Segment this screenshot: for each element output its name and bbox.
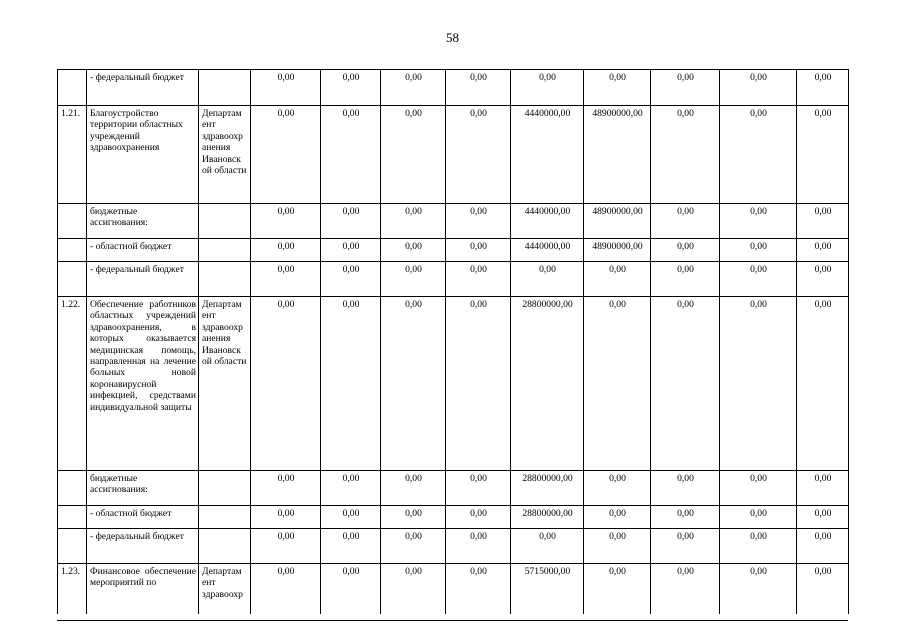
table-row [58,262,849,297]
value-cell: 0,00 [797,564,849,614]
value-cell: 0,00 [720,70,797,106]
value-cell: 0,00 [584,471,651,506]
value-cell: 0,00 [797,262,849,297]
value-cell: 0,00 [321,70,381,106]
value-cell: 0,00 [381,70,446,106]
value-cell: 0,00 [446,239,511,262]
value-cell: 0,00 [381,529,446,564]
value-cell: 0,00 [797,529,849,564]
table-bottom-edge [57,620,848,621]
value-cell: 0,00 [720,529,797,564]
value-cell: 0,00 [381,297,446,471]
row-department [199,262,251,297]
budget-table [57,69,849,614]
value-cell: 0,00 [797,239,849,262]
table-row [58,529,849,564]
value-cell: 0,00 [651,506,720,529]
value-cell: 0,00 [251,204,321,239]
value-cell: 0,00 [381,564,446,614]
table-row [58,506,849,529]
value-cell: 48900000,00 [584,204,651,239]
table-row [58,70,849,106]
row-name: Финансовое обеспечение мероприятий по [87,564,199,614]
value-cell: 0,00 [446,506,511,529]
value-cell: 0,00 [720,506,797,529]
value-cell: 0,00 [381,204,446,239]
value-cell: 0,00 [446,204,511,239]
value-cell: 0,00 [797,70,849,106]
value-cell: 0,00 [321,262,381,297]
value-cell: 28800000,00 [511,506,584,529]
row-department: Департам ент здравоохр [199,564,251,614]
value-cell: 0,00 [251,564,321,614]
value-cell: 0,00 [446,529,511,564]
value-cell: 0,00 [651,564,720,614]
row-department [199,471,251,506]
value-cell: 0,00 [321,239,381,262]
value-cell: 0,00 [651,262,720,297]
row-index [58,471,87,506]
value-cell: 0,00 [720,262,797,297]
value-cell: 0,00 [584,529,651,564]
value-cell: 0,00 [251,70,321,106]
value-cell: 0,00 [511,262,584,297]
value-cell: 0,00 [720,204,797,239]
table-row [58,564,849,614]
value-cell: 0,00 [584,506,651,529]
value-cell: 0,00 [251,471,321,506]
value-cell: 28800000,00 [511,297,584,471]
value-cell: 0,00 [584,564,651,614]
value-cell: 0,00 [446,471,511,506]
value-cell: 0,00 [511,529,584,564]
value-cell: 0,00 [381,471,446,506]
value-cell: 0,00 [446,262,511,297]
value-cell: 0,00 [720,297,797,471]
value-cell: 0,00 [651,70,720,106]
value-cell: 0,00 [251,239,321,262]
value-cell: 0,00 [251,297,321,471]
value-cell: 0,00 [251,262,321,297]
value-cell: 0,00 [797,471,849,506]
value-cell: 0,00 [446,564,511,614]
value-cell: 0,00 [651,204,720,239]
value-cell: 0,00 [720,564,797,614]
value-cell: 0,00 [797,106,849,204]
row-name: - федеральный бюджет [87,529,199,564]
value-cell: 0,00 [321,204,381,239]
value-cell: 0,00 [381,239,446,262]
value-cell: 28800000,00 [511,471,584,506]
value-cell: 0,00 [651,529,720,564]
value-cell: 48900000,00 [584,106,651,204]
value-cell: 0,00 [446,106,511,204]
value-cell: 0,00 [584,70,651,106]
row-index [58,506,87,529]
value-cell: 0,00 [321,106,381,204]
value-cell: 0,00 [381,262,446,297]
value-cell: 0,00 [797,506,849,529]
row-index [58,204,87,239]
value-cell: 0,00 [651,297,720,471]
row-department: Департам ент здравоохр анения Ивановск ой области [199,106,251,204]
value-cell: 0,00 [720,239,797,262]
value-cell: 0,00 [321,529,381,564]
row-department [199,529,251,564]
value-cell: 0,00 [797,297,849,471]
value-cell: 0,00 [511,70,584,106]
table-row [58,297,849,471]
row-name: - областной бюджет [87,506,199,529]
value-cell: 0,00 [381,506,446,529]
row-name: Обеспечение работников областных учреждений здравоохранения, в которых оказывается медицинская помощь, направленная на лечение больных новой коронавирусной инфекцией, средствами индивидуальной защиты [87,297,199,471]
row-index: 1.23. [58,564,87,614]
row-index [58,239,87,262]
value-cell: 4440000,00 [511,204,584,239]
value-cell: 0,00 [797,204,849,239]
value-cell: 0,00 [381,106,446,204]
row-name: бюджетные ассигнования: [87,204,199,239]
value-cell: 0,00 [251,529,321,564]
row-index [58,70,87,106]
row-name: - федеральный бюджет [87,70,199,106]
row-index: 1.22. [58,297,87,471]
page-number: 58 [446,30,459,45]
value-cell: 0,00 [720,106,797,204]
row-name: бюджетные ассигнования: [87,471,199,506]
row-index: 1.21. [58,106,87,204]
value-cell: 0,00 [651,239,720,262]
value-cell: 0,00 [251,106,321,204]
value-cell: 0,00 [321,297,381,471]
value-cell: 0,00 [584,297,651,471]
value-cell: 0,00 [651,106,720,204]
value-cell: 4440000,00 [511,239,584,262]
table-row [58,239,849,262]
row-department [199,239,251,262]
value-cell: 0,00 [321,506,381,529]
row-name: Благоустройство территории областных учреждений здравоохранения [87,106,199,204]
row-department: Департам ент здравоохр анения Ивановск ой области [199,297,251,471]
value-cell: 0,00 [321,564,381,614]
value-cell: 0,00 [584,262,651,297]
value-cell: 48900000,00 [584,239,651,262]
row-index [58,529,87,564]
row-index [58,262,87,297]
value-cell: 0,00 [446,70,511,106]
value-cell: 0,00 [720,471,797,506]
table-row [58,204,849,239]
table-row [58,471,849,506]
value-cell: 0,00 [446,297,511,471]
value-cell: 0,00 [251,506,321,529]
value-cell: 0,00 [651,471,720,506]
row-department [199,70,251,106]
value-cell: 5715000,00 [511,564,584,614]
row-department [199,204,251,239]
value-cell: 4440000,00 [511,106,584,204]
value-cell: 0,00 [321,471,381,506]
row-name: - областной бюджет [87,239,199,262]
row-name: - федеральный бюджет [87,262,199,297]
table-row [58,106,849,204]
row-department [199,506,251,529]
